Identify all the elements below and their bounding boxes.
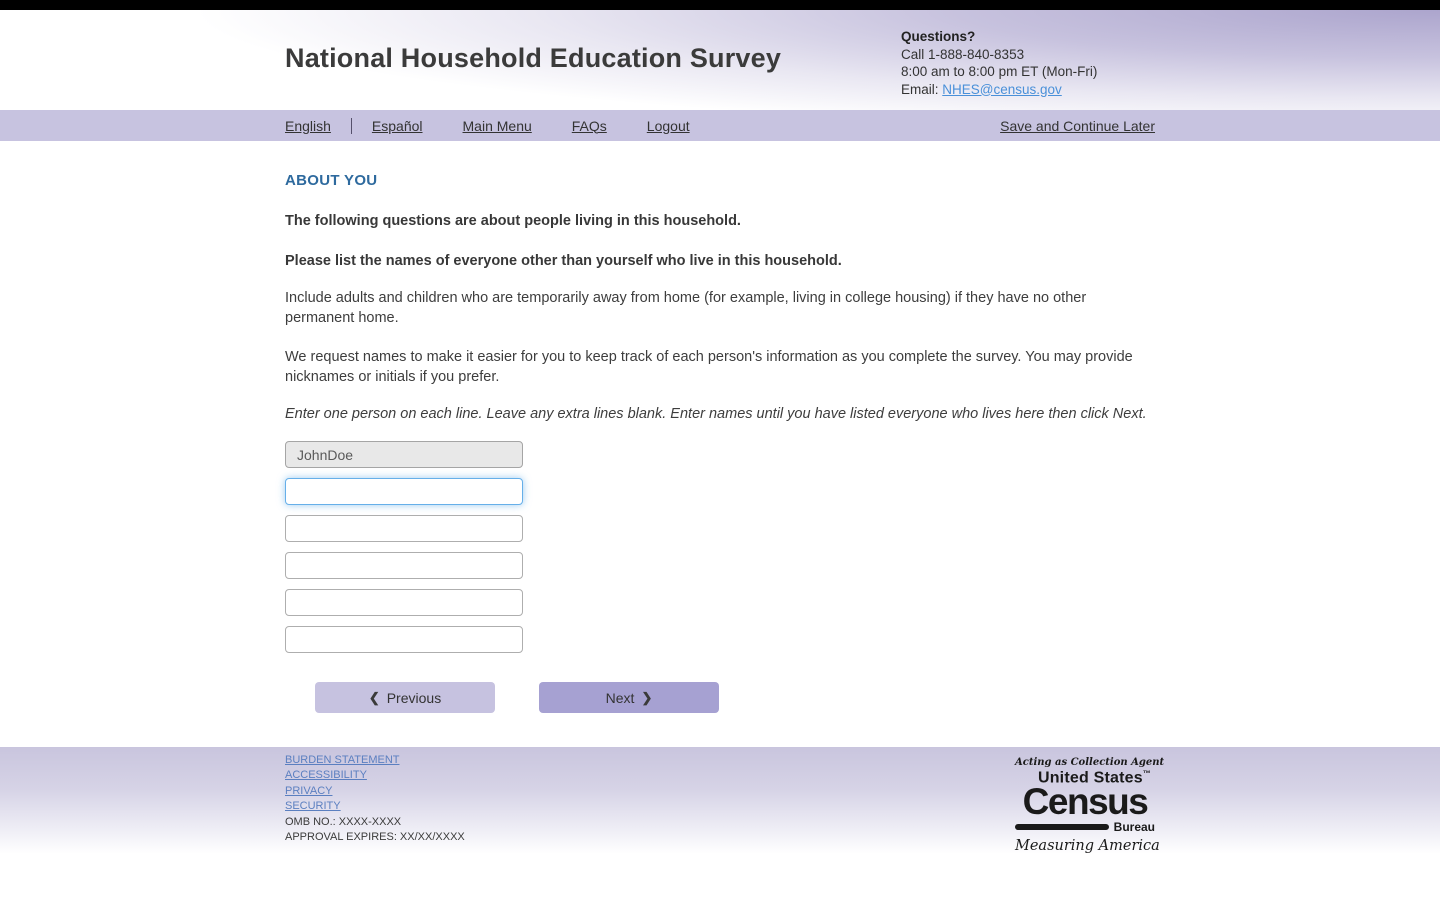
previous-button[interactable] bbox=[315, 682, 495, 713]
intro-text-2: Please list the names of everyone other than yourself who live in this household. bbox=[285, 253, 842, 269]
person-name-input-2[interactable] bbox=[285, 478, 523, 505]
accessibility-link[interactable]: ACCESSIBILITY bbox=[285, 769, 367, 782]
person-name-input-5[interactable] bbox=[285, 589, 523, 616]
instruction-text: Enter one person on each line. Leave any extra lines blank. Enter names until you have listed everyone who lives here then click Next. bbox=[285, 406, 1147, 422]
nav-link-faqs[interactable]: FAQs bbox=[571, 117, 607, 134]
footer bbox=[0, 747, 1440, 854]
contact-info bbox=[901, 28, 1097, 98]
previous-button-label: Previous bbox=[386, 689, 442, 706]
section-title: ABOUT YOU bbox=[285, 172, 378, 189]
privacy-link[interactable]: PRIVACY bbox=[285, 784, 333, 797]
top-black-bar bbox=[0, 0, 1440, 10]
navigation-buttons bbox=[285, 682, 1155, 713]
next-button-label: Next bbox=[605, 689, 635, 706]
contact-email-line bbox=[901, 81, 1097, 99]
person-name-input-6[interactable] bbox=[285, 626, 523, 653]
logo-tagline-bottom: Measuring America bbox=[1015, 838, 1160, 855]
nav-link-espanol[interactable]: Español bbox=[371, 117, 423, 134]
logo-census-wordmark: Census bbox=[1022, 781, 1148, 823]
security-link[interactable]: SECURITY bbox=[285, 800, 341, 813]
census-bureau-logo bbox=[1015, 757, 1165, 855]
email-link[interactable]: NHES@census.gov bbox=[942, 81, 1062, 97]
page-title: National Household Education Survey bbox=[285, 43, 782, 73]
logo-bar bbox=[1015, 824, 1109, 830]
nav-bar bbox=[0, 110, 1440, 141]
logo-bureau-text: Bureau bbox=[1113, 820, 1155, 835]
chevron-right-icon: ❯ bbox=[641, 689, 653, 705]
paragraph-include-adults: Include adults and children who are temporarily away from home (for example, living in college housing) if they have no other permanent home. bbox=[285, 290, 1087, 326]
intro-text-1: The following questions are about people living in this household. bbox=[285, 213, 741, 229]
nav-link-english[interactable]: English bbox=[285, 117, 331, 134]
household-name-inputs bbox=[285, 441, 1155, 653]
footer-links bbox=[285, 753, 465, 854]
save-and-continue-link[interactable]: Save and Continue Later bbox=[1000, 117, 1155, 134]
burden-statement-link[interactable]: BURDEN STATEMENT bbox=[285, 754, 400, 766]
person-name-input-4[interactable] bbox=[285, 552, 523, 579]
header bbox=[0, 10, 1440, 110]
nav-divider bbox=[351, 118, 352, 134]
email-label: Email: bbox=[901, 81, 943, 97]
person-name-input-1 bbox=[285, 441, 523, 468]
person-name-input-3[interactable] bbox=[285, 515, 523, 542]
logo-united-states-text: United States bbox=[1037, 769, 1143, 787]
logo-tagline-top: Acting as Collection Agent bbox=[1015, 757, 1165, 768]
nav-link-logout[interactable]: Logout bbox=[646, 117, 690, 134]
logo-bureau-row bbox=[1015, 820, 1155, 834]
main-content bbox=[0, 172, 1440, 713]
paragraph-request-names: We request names to make it easier for you to keep track of each person's information as you complete the survey. You may provide nicknames or initials if you prefer. bbox=[285, 349, 1133, 385]
approval-expires: APPROVAL EXPIRES: XX/XX/XXXX bbox=[285, 831, 465, 844]
next-button[interactable] bbox=[539, 682, 719, 713]
questions-heading: Questions? bbox=[901, 29, 976, 44]
nav-link-main-menu[interactable]: Main Menu bbox=[462, 117, 532, 134]
chevron-left-icon: ❮ bbox=[368, 689, 380, 705]
trademark-symbol: ™ bbox=[1142, 769, 1151, 778]
contact-hours: 8:00 am to 8:00 pm ET (Mon-Fri) bbox=[901, 64, 1098, 79]
contact-phone: Call 1-888-840-8353 bbox=[901, 46, 1025, 62]
omb-number: OMB NO.: XXXX-XXXX bbox=[285, 815, 402, 828]
